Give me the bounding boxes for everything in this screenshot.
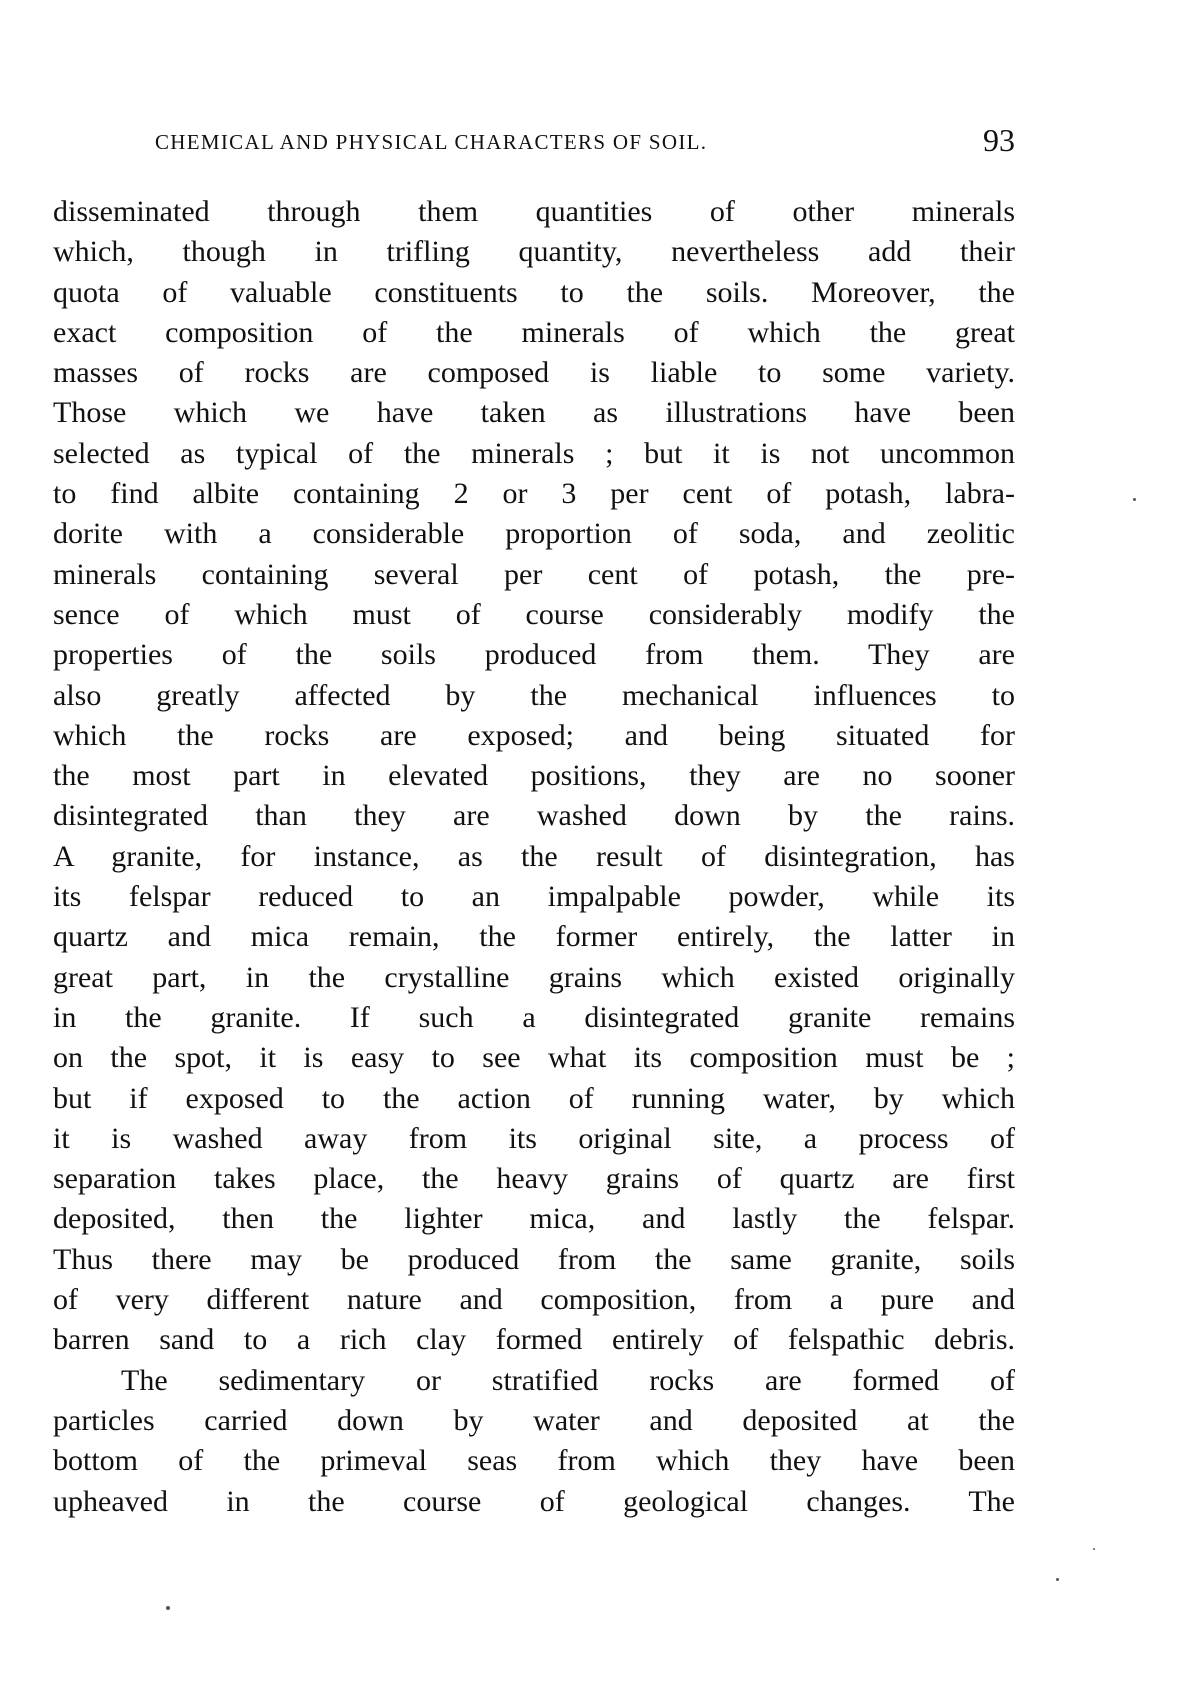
page-number: 93 xyxy=(983,122,1015,158)
text-line: on the spot, it is easy to see what its composition must be ; xyxy=(53,1041,1015,1075)
text-line: but if exposed to the action of running water, by which xyxy=(53,1081,1015,1115)
text-line: it is washed away from its original site, a process of xyxy=(53,1121,1015,1155)
ink-speck xyxy=(1093,1548,1095,1550)
text-line: A granite, for instance, as the result of disintegration, has xyxy=(53,839,1015,873)
text-line: disseminated through them quantities of other minerals xyxy=(53,195,1015,228)
text-line: sence of which must of course considerably modify the xyxy=(53,597,1015,631)
running-title: CHEMICAL AND PHYSICAL CHARACTERS OF SOIL. xyxy=(155,130,708,154)
text-line: separation takes place, the heavy grains of quartz are first xyxy=(53,1162,1015,1196)
text-line: upheaved in the course of geological changes. The xyxy=(53,1484,1015,1518)
running-head xyxy=(55,122,1015,168)
body-text xyxy=(53,192,1015,1522)
text-line: Thus there may be produced from the same granite, soils xyxy=(53,1242,1015,1276)
ink-speck xyxy=(166,1606,170,1610)
text-line: quartz and mica remain, the former entirely, the latter in xyxy=(53,920,1015,954)
text-line: also greatly affected by the mechanical influences to xyxy=(53,678,1015,712)
text-line: in the granite. If such a disintegrated granite remains xyxy=(53,1000,1015,1034)
paragraph-end-line: barren sand to a rich clay formed entirely of felspathic debris. xyxy=(53,1323,1015,1357)
text-line: of very different nature and composition, from a pure and xyxy=(53,1283,1015,1317)
text-line: bottom of the primeval seas from which they have been xyxy=(53,1444,1015,1478)
ink-speck xyxy=(1133,498,1136,501)
text-line: great part, in the crystalline grains which existed originally xyxy=(53,960,1015,994)
text-line: quota of valuable constituents to the soils. Moreover, the xyxy=(53,275,1015,309)
text-line: which, though in trifling quantity, nevertheless add their xyxy=(53,235,1015,269)
text-line: dorite with a considerable proportion of soda, and zeolitic xyxy=(53,517,1015,551)
ink-speck xyxy=(1056,1578,1059,1581)
text-line: properties of the soils produced from them. They are xyxy=(53,638,1015,672)
text-line: minerals containing several per cent of potash, the pre- xyxy=(53,557,1015,591)
text-line: its felspar reduced to an impalpable powder, while its xyxy=(53,880,1015,914)
text-line: to find albite containing 2 or 3 per cent of potash, labra- xyxy=(53,477,1015,511)
text-line: particles carried down by water and deposited at the xyxy=(53,1403,1015,1437)
text-line: deposited, then the lighter mica, and lastly the felspar. xyxy=(53,1202,1015,1236)
text-line: selected as typical of the minerals ; but it is not uncommon xyxy=(53,436,1015,470)
text-line: exact composition of the minerals of which the great xyxy=(53,315,1015,349)
text-line: Those which we have taken as illustrations have been xyxy=(53,396,1015,430)
text-line: the most part in elevated positions, they are no sooner xyxy=(53,759,1015,793)
text-line: which the rocks are exposed; and being situated for xyxy=(53,718,1015,752)
paragraph-start-line: The sedimentary or stratified rocks are formed of xyxy=(121,1363,1015,1397)
text-line: masses of rocks are composed is liable to some variety. xyxy=(53,356,1015,390)
text-line: disintegrated than they are washed down by the rains. xyxy=(53,799,1015,833)
